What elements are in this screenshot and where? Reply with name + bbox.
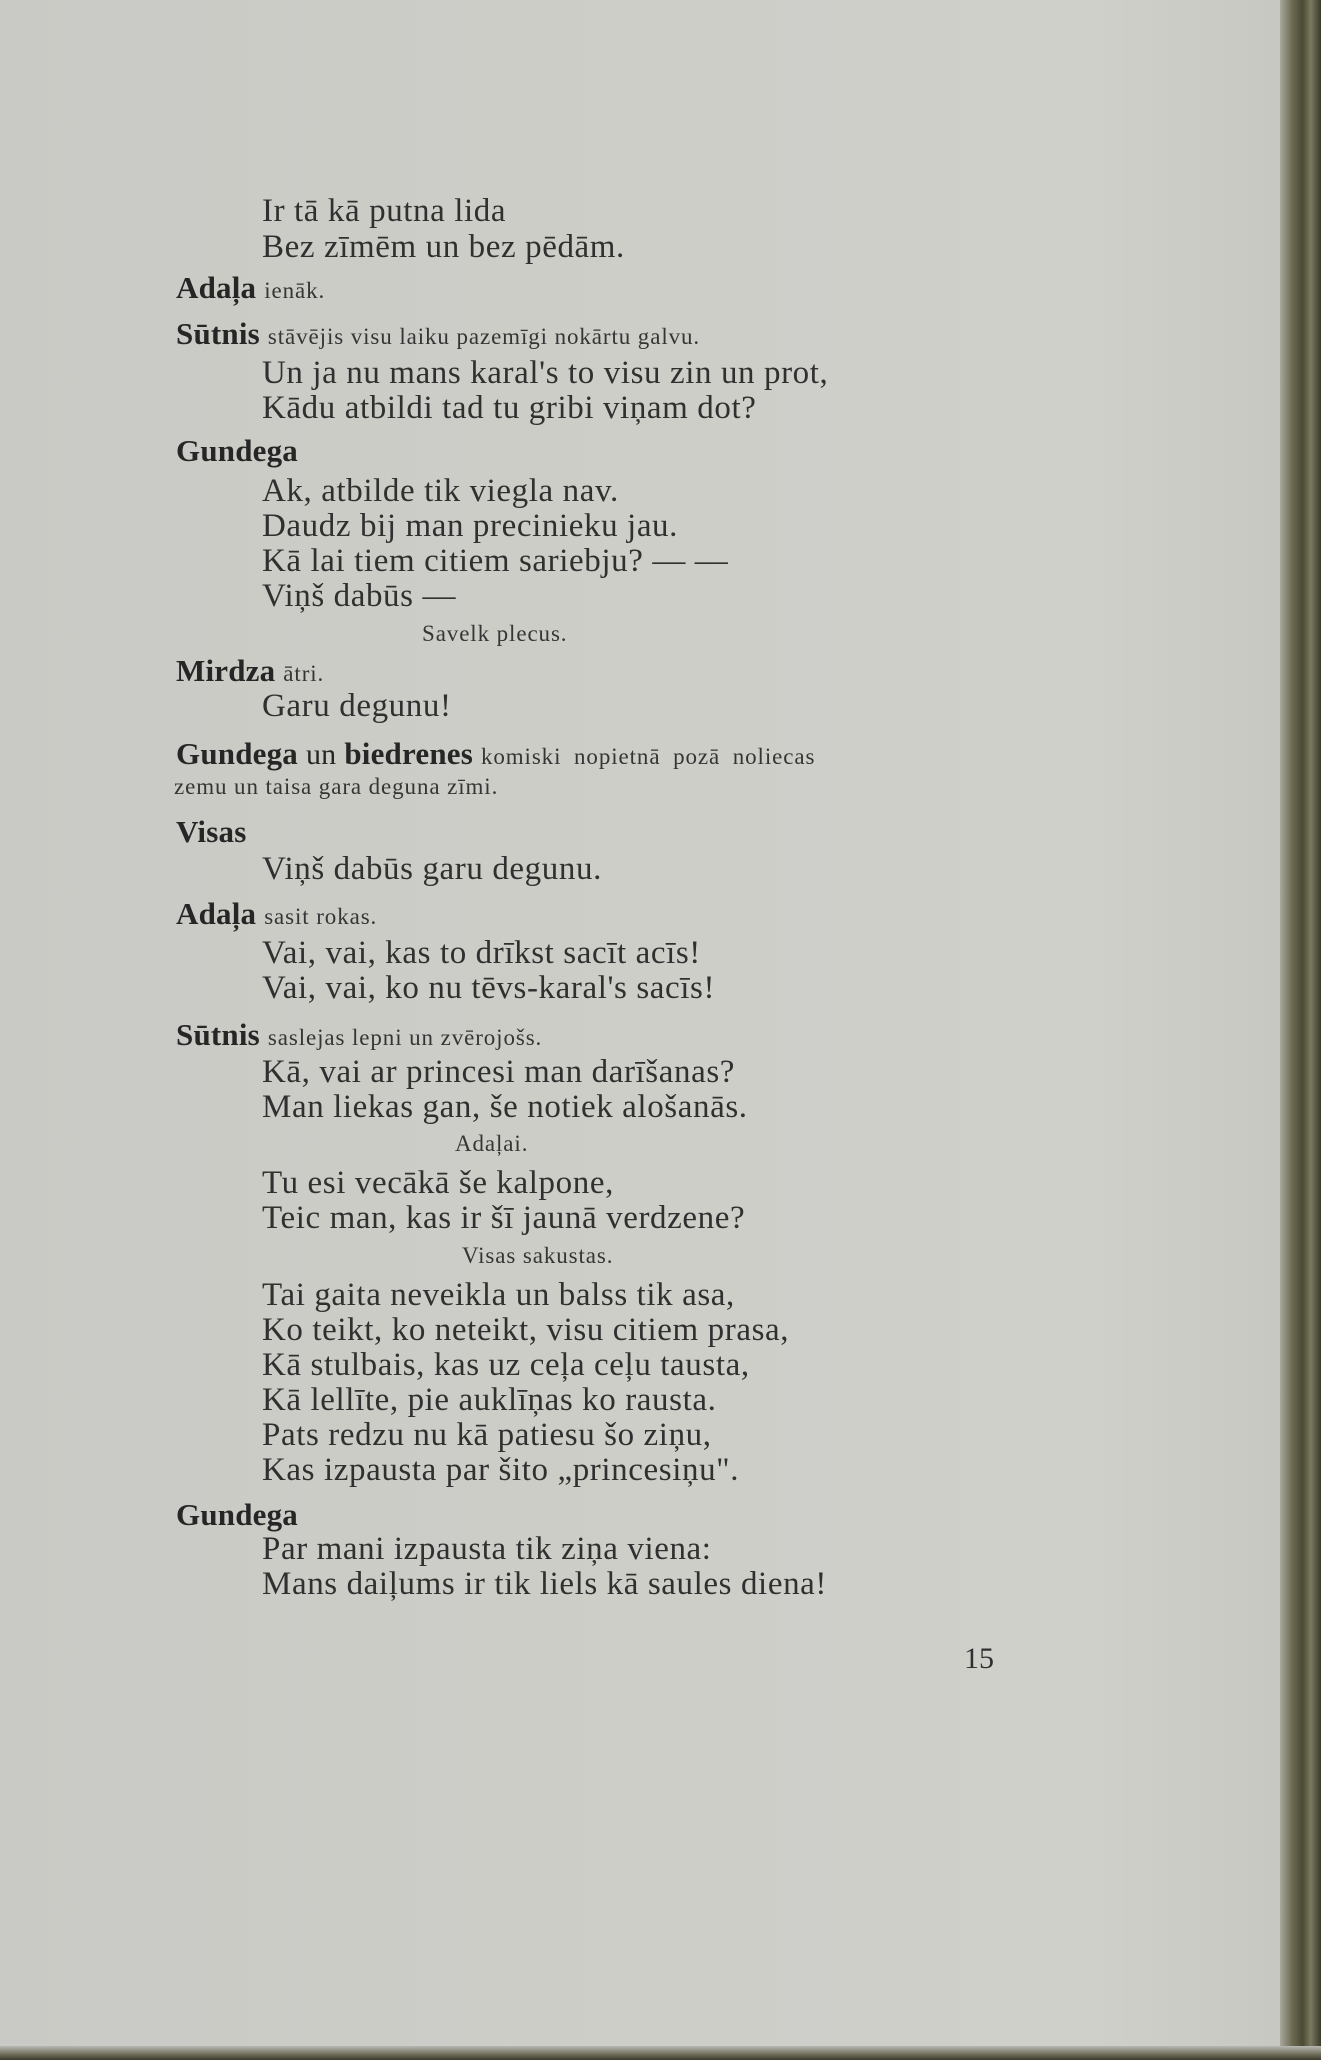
speaker-name: Mirdza: [176, 653, 276, 688]
page-edge-binding: [1280, 0, 1321, 2060]
verse-line: Kādu atbildi tad tu gribi viņam dot?: [262, 390, 757, 426]
speaker-name: Sūtnis: [176, 1017, 260, 1052]
verse-line: Vai, vai, ko nu tēvs-karal's sacīs!: [262, 970, 716, 1006]
verse-line: Viņš dabūs —: [262, 578, 457, 614]
verse-line: Kas izpausta par šito „princesiņu".: [262, 1452, 740, 1488]
verse-line: Daudz bij man precinieku jau.: [262, 508, 679, 544]
stage-direction: stāvējis visu laiku pazemīgi nokārtu galvu.: [267, 324, 701, 349]
stage-direction: sasit rokas.: [264, 904, 378, 929]
verse-line: Viņš dabūs garu degunu.: [262, 851, 602, 887]
stage-direction: Adaļai.: [455, 1131, 529, 1156]
stage-direction: komiski nopietnā pozā noliecas: [480, 744, 816, 769]
stage-direction: Visas sakustas.: [462, 1243, 614, 1268]
verse-line: Ko teikt, ko neteikt, visu citiem prasa,: [262, 1312, 790, 1348]
speaker-line: [176, 653, 324, 689]
speaker-line: [176, 270, 325, 306]
stage-direction: zemu un taisa gara deguna zīmi.: [174, 774, 499, 799]
verse-line: Tu esi vecākā še kalpone,: [262, 1165, 614, 1201]
page-number: 15: [964, 1642, 994, 1675]
speaker-name: Gundega: [176, 736, 298, 771]
speaker-name: Gundega: [176, 433, 298, 468]
verse-line: Un ja nu mans karal's to visu zin un prot,: [262, 355, 829, 391]
speaker-name: biedrenes: [344, 736, 473, 771]
speaker-line: [176, 736, 815, 772]
speaker-name: Adaļa: [176, 896, 257, 931]
stage-direction: ienāk.: [264, 278, 326, 303]
stage-direction: ātri.: [283, 661, 325, 686]
verse-line: Kā, vai ar princesi man darīšanas?: [262, 1054, 736, 1090]
speaker-name: Visas: [176, 814, 247, 849]
speaker-name: Gundega: [176, 1497, 298, 1532]
page-bottom-edge: [0, 2046, 1321, 2060]
verse-line: Kā stulbais, kas uz ceļa ceļu tausta,: [262, 1347, 750, 1383]
verse-line: Pats redzu nu kā patiesu šo ziņu,: [262, 1417, 712, 1453]
stage-direction: Savelk plecus.: [422, 621, 568, 646]
speaker-name: Adaļa: [176, 270, 257, 305]
verse-line: Kā lai tiem citiem sariebju? — —: [262, 543, 729, 579]
speaker-line: [176, 1017, 542, 1053]
verse-line: Vai, vai, kas to drīkst sacīt acīs!: [262, 935, 701, 971]
verse-line: Ak, atbilde tik viegla nav.: [262, 473, 619, 509]
verse-line: Par mani izpausta tik ziņa viena:: [262, 1531, 712, 1567]
conjunction: un: [305, 738, 337, 771]
stage-direction: saslejas lepni un zvērojošs.: [267, 1025, 543, 1050]
verse-line: Garu degunu!: [262, 688, 452, 724]
verse-line: Kā lellīte, pie auklīņas ko rausta.: [262, 1382, 717, 1418]
verse-line: Bez zīmēm un bez pēdām.: [262, 229, 625, 265]
verse-line: Ir tā kā putna lida: [262, 193, 507, 229]
speaker-name: Sūtnis: [176, 316, 260, 351]
verse-line: Teic man, kas ir šī jaunā verdzene?: [262, 1200, 746, 1236]
verse-line: Tai gaita neveikla un balss tik asa,: [262, 1277, 735, 1313]
speaker-line: [176, 316, 700, 352]
verse-line: Man liekas gan, še notiek alošanās.: [262, 1089, 748, 1125]
speaker-line: [176, 896, 377, 932]
verse-line: Mans daiļums ir tik liels kā saules diena!: [262, 1566, 828, 1602]
